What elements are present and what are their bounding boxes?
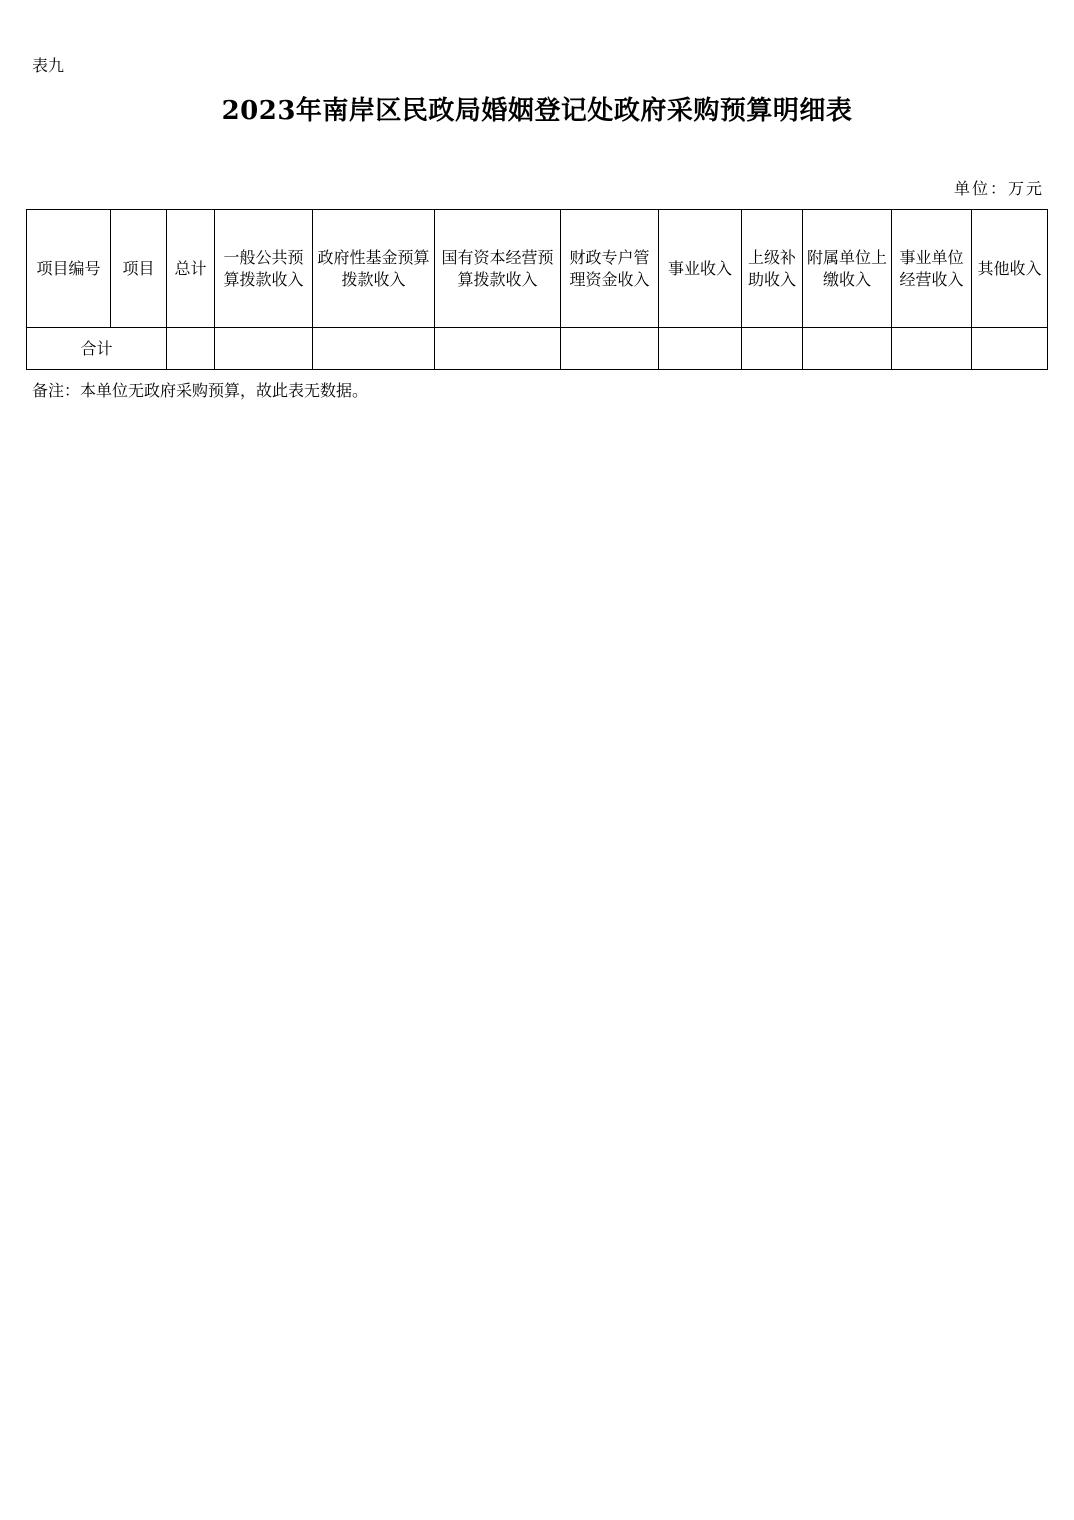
header-total: 总计 — [167, 210, 215, 328]
total-cell-total — [167, 328, 215, 370]
header-fiscal-special-account: 财政专户管理资金收入 — [561, 210, 659, 328]
header-state-capital-budget: 国有资本经营预算拨款收入 — [435, 210, 561, 328]
total-row — [27, 328, 1048, 370]
total-row-label: 合计 — [27, 328, 167, 370]
header-government-fund-budget: 政府性基金预算拨款收入 — [313, 210, 435, 328]
header-business-income: 事业收入 — [659, 210, 742, 328]
header-row — [27, 210, 1048, 328]
header-project-code: 项目编号 — [27, 210, 111, 328]
table-label: 表九 — [32, 56, 65, 75]
total-cell-government-fund-budget — [313, 328, 435, 370]
header-other-income: 其他收入 — [972, 210, 1048, 328]
total-cell-business-unit-operating — [892, 328, 972, 370]
budget-table — [26, 209, 1048, 370]
header-affiliated-unit-turnover: 附属单位上缴收入 — [803, 210, 892, 328]
unit-label: 单位：万元 — [953, 179, 1044, 198]
total-cell-fiscal-special-account — [561, 328, 659, 370]
total-cell-business-income — [659, 328, 742, 370]
page-title: 2023年南岸区民政局婚姻登记处政府采购预算明细表 — [221, 96, 853, 126]
header-superior-subsidy: 上级补助收入 — [742, 210, 803, 328]
header-general-public-budget: 一般公共预算拨款收入 — [215, 210, 313, 328]
total-cell-superior-subsidy — [742, 328, 803, 370]
header-project: 项目 — [111, 210, 167, 328]
total-cell-general-public-budget — [215, 328, 313, 370]
footnote: 备注：本单位无政府采购预算，故此表无数据。 — [32, 381, 369, 400]
total-cell-other-income — [972, 328, 1048, 370]
header-business-unit-operating: 事业单位经营收入 — [892, 210, 972, 328]
total-cell-affiliated-unit-turnover — [803, 328, 892, 370]
total-cell-state-capital-budget — [435, 328, 561, 370]
